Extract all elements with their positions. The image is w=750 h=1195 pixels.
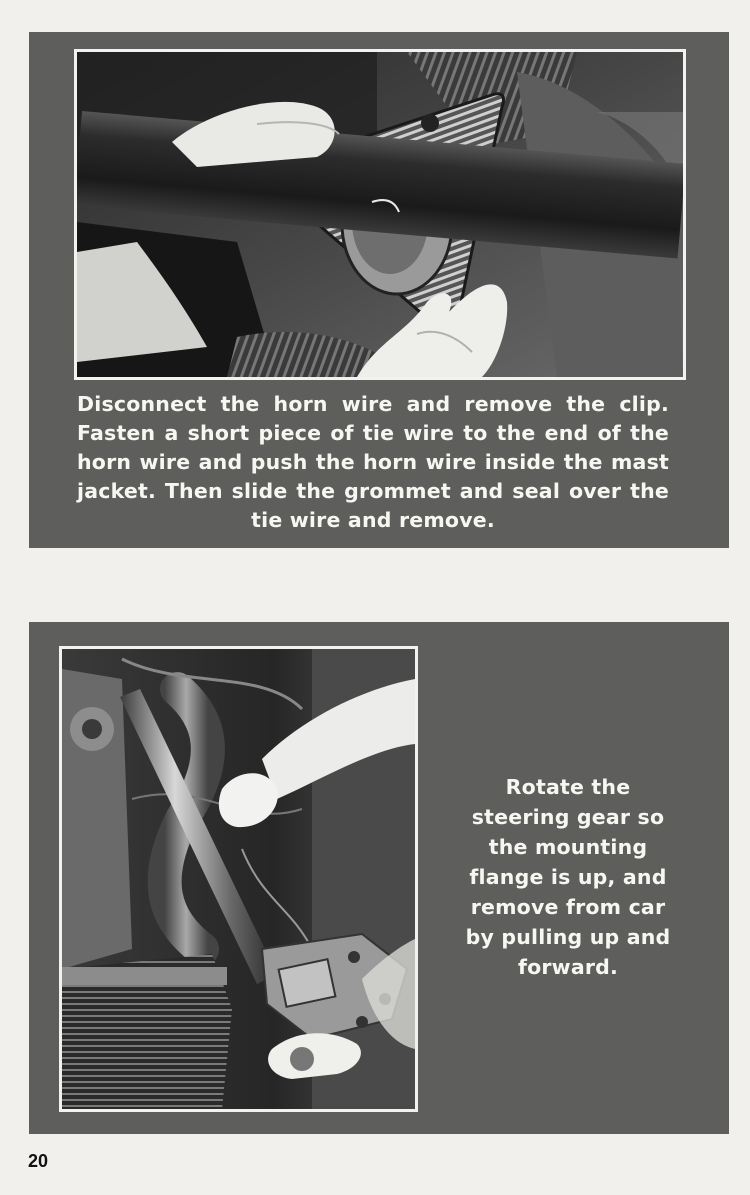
photo-steering-column-grommet (74, 49, 686, 380)
instruction-caption: Rotate the steering gear so the mounting flange is up, and remove from car by pulling up and forward. (465, 775, 671, 979)
photo-steering-gear-removal (59, 646, 418, 1112)
instruction-panel-horn-wire (29, 32, 729, 548)
steering-column-illustration (77, 52, 683, 377)
instruction-caption: Disconnect the horn wire and remove the clip. Fasten a short piece of tie wire to the end of the horn wire and push the horn wire inside the mast jacket. Then slide the grommet and seal over the tie wire and remove. (77, 392, 669, 532)
instruction-panel-steering-gear (29, 622, 729, 1134)
page-number: 20 (28, 1151, 49, 1171)
engine-bay-illustration (62, 649, 415, 1109)
